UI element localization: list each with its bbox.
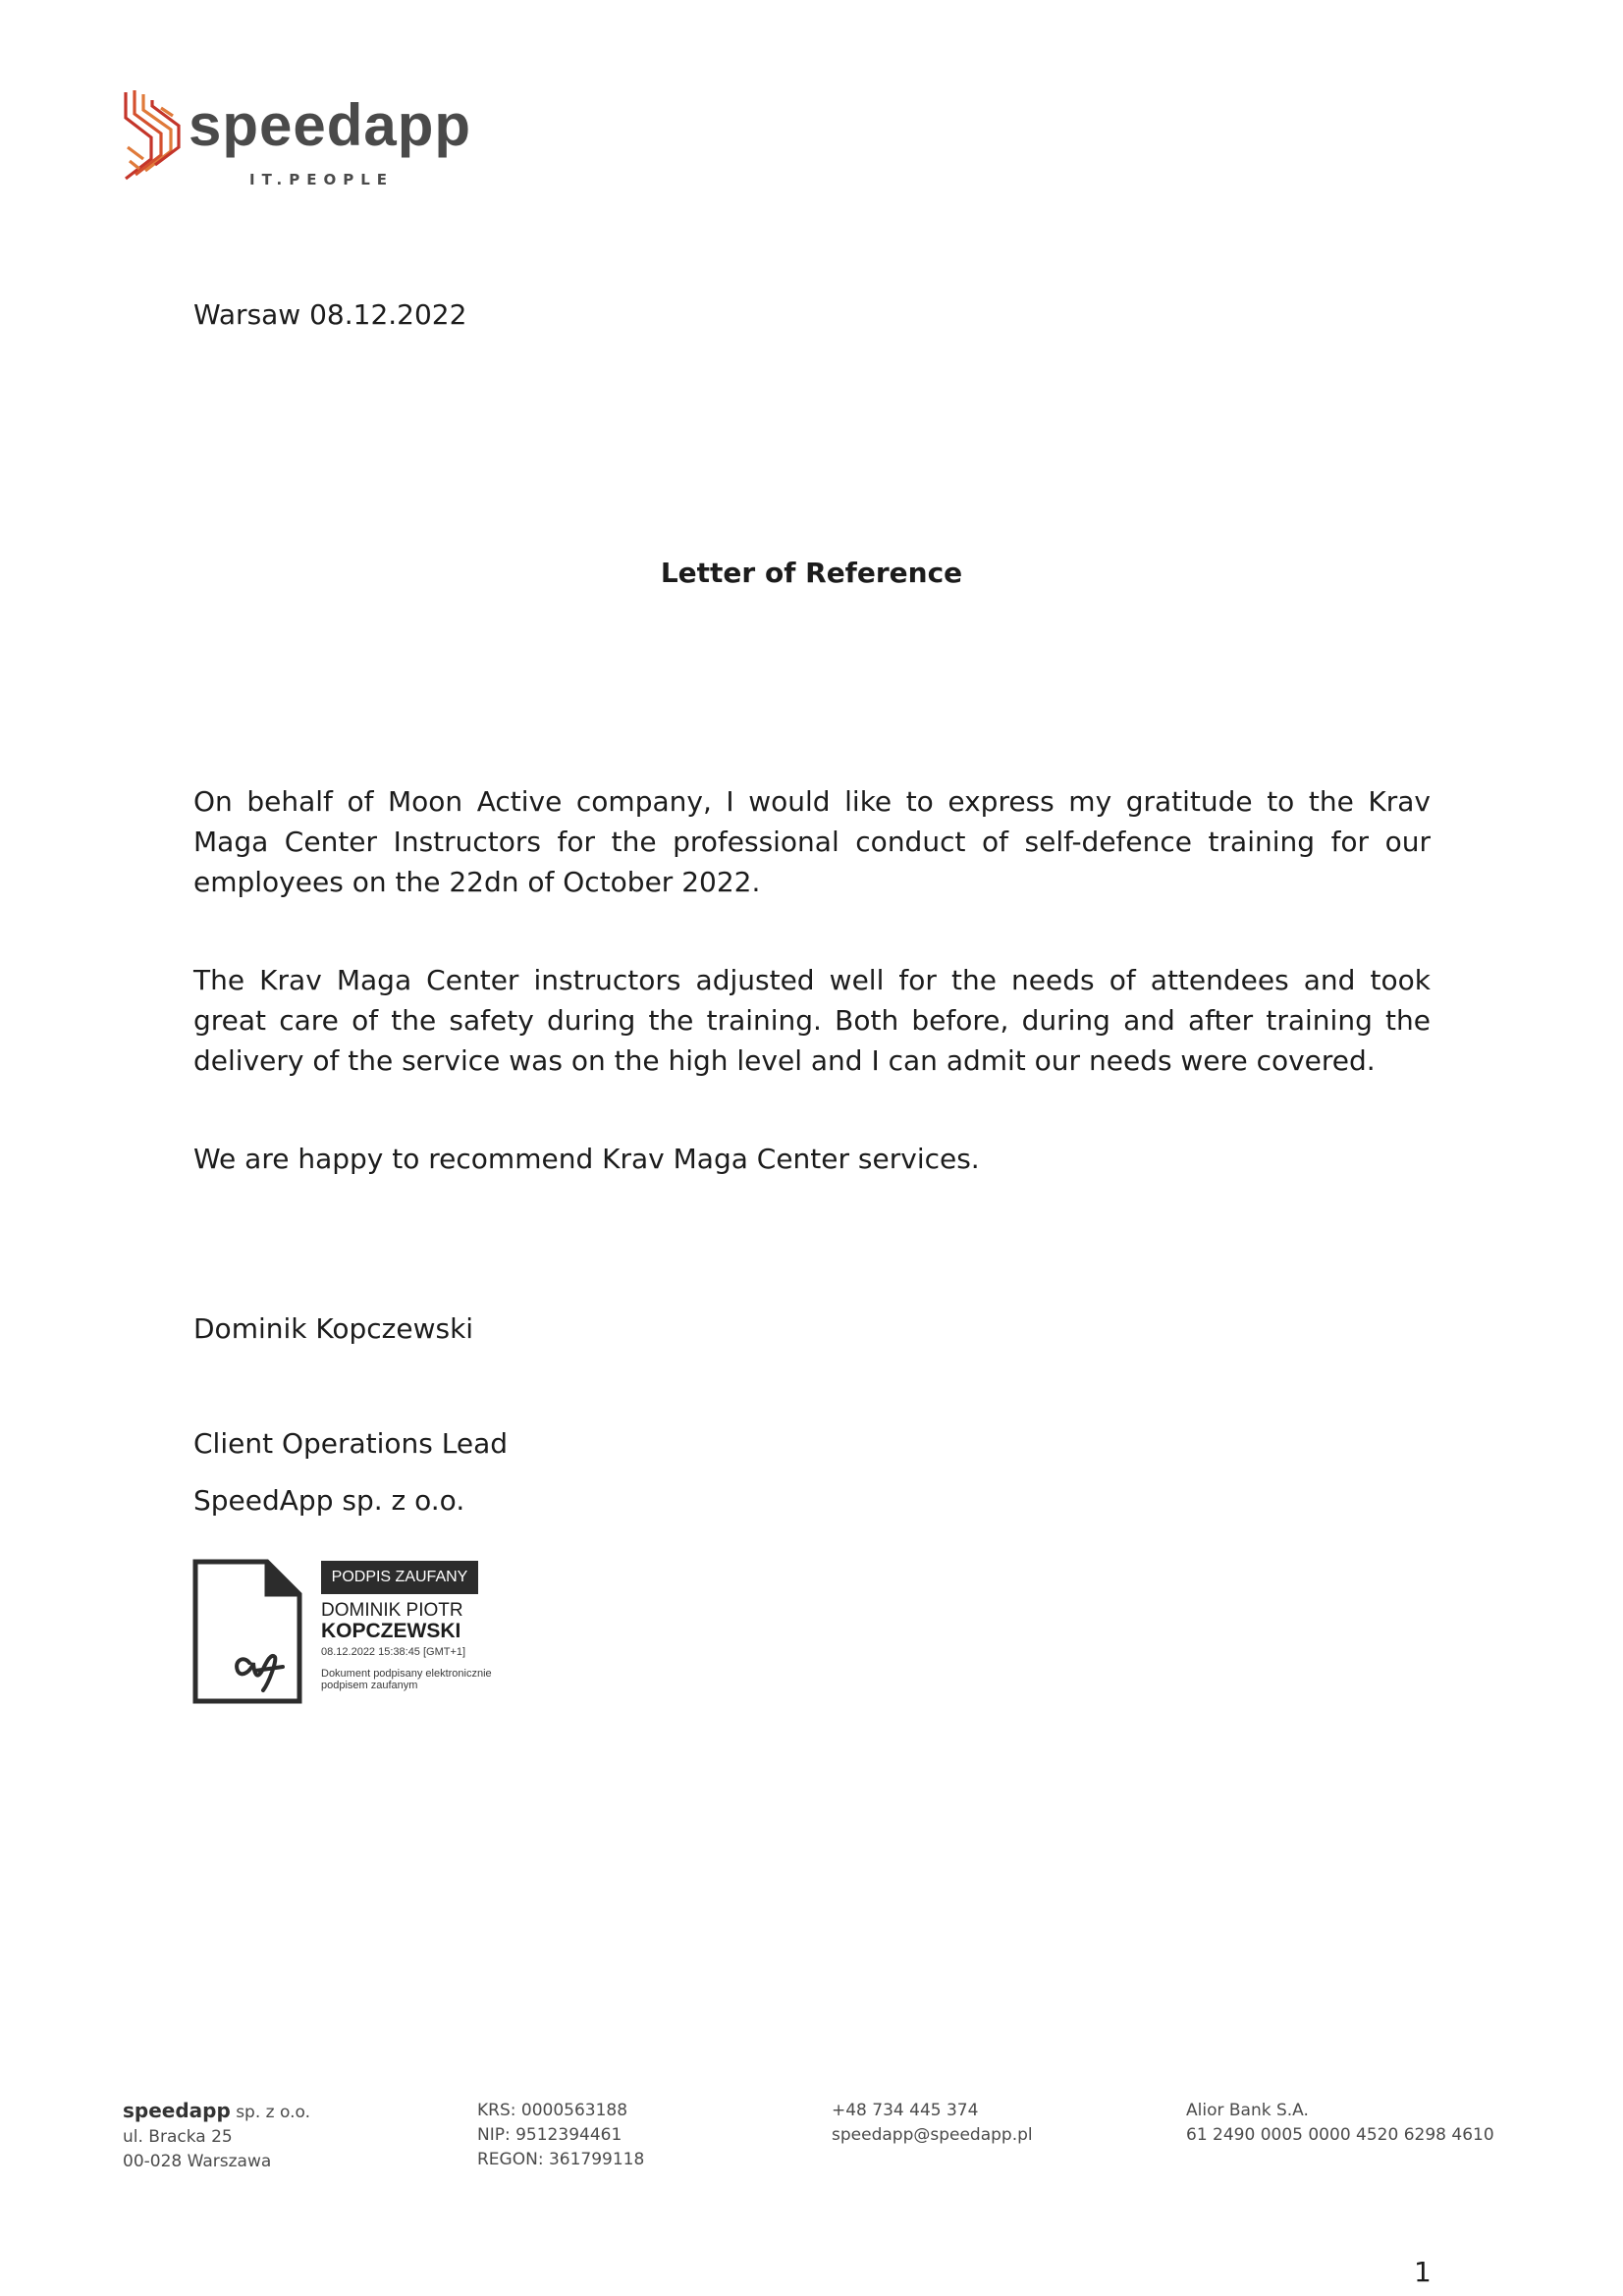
logo-wordmark: speedapp <box>189 92 472 158</box>
footer-street: ul. Bracka 25 <box>123 2127 233 2147</box>
footer-phone: +48 734 445 374 <box>832 2101 979 2120</box>
signer-company: SpeedApp sp. z o.o. <box>193 1484 465 1517</box>
footer-bank-account: 61 2490 0005 0000 4520 6298 4610 <box>1186 2125 1494 2145</box>
footer-krs: KRS: 0000563188 <box>477 2101 628 2120</box>
footer-bank-name: Alior Bank S.A. <box>1186 2101 1309 2120</box>
place-date: Warsaw 08.12.2022 <box>193 298 467 331</box>
company-logo <box>122 88 472 196</box>
footer-brand-suffix: sp. z o.o. <box>230 2103 310 2122</box>
stamp-timestamp: 08.12.2022 15:38:45 [GMT+1] <box>321 1646 466 1658</box>
stamp-note: Dokument podpisany elektronicznie podpisem zaufanym <box>321 1668 492 1691</box>
signer-name: Dominik Kopczewski <box>193 1312 474 1345</box>
speedapp-logo-mark-icon <box>122 88 183 187</box>
footer-registry <box>477 2099 644 2172</box>
footer-bank <box>1186 2099 1494 2148</box>
logo-tagline: IT.PEOPLE <box>249 171 395 188</box>
paragraph: The Krav Maga Center instructors adjusted well for the needs of attendees and took great care of the safety during the training. Both before, during and after training the delivery of the service was on the high level and I can admit our needs were covered. <box>193 964 1431 1077</box>
signer-role: Client Operations Lead <box>193 1427 509 1460</box>
footer-regon: REGON: 361799118 <box>477 2150 645 2169</box>
footer-nip: NIP: 9512394461 <box>477 2125 622 2145</box>
paragraph: On behalf of Moon Active company, I would like to express my gratitude to the Krav Maga Center Instructors for the professional conduct of self-defence training for our employees on the 22dn of October 2022. <box>193 785 1431 898</box>
footer-email: speedapp@speedapp.pl <box>832 2125 1033 2145</box>
letter-title: Letter of Reference <box>660 557 963 589</box>
footer-city: 00-028 Warszawa <box>123 2152 272 2171</box>
footer-brand: speedapp <box>123 2099 231 2122</box>
stamp-signer-surname: KOPCZEWSKI <box>321 1620 461 1642</box>
trusted-signature-badge: PODPIS ZAUFANY <box>321 1561 478 1594</box>
page-number: 1 <box>1414 2256 1432 2288</box>
footer-address <box>123 2099 310 2174</box>
stamp-signer-first-names: DOMINIK PIOTR <box>321 1600 463 1621</box>
paragraph: We are happy to recommend Krav Maga Center services. <box>193 1143 980 1175</box>
footer-contact <box>832 2099 1033 2148</box>
signed-document-icon <box>192 1559 302 1704</box>
